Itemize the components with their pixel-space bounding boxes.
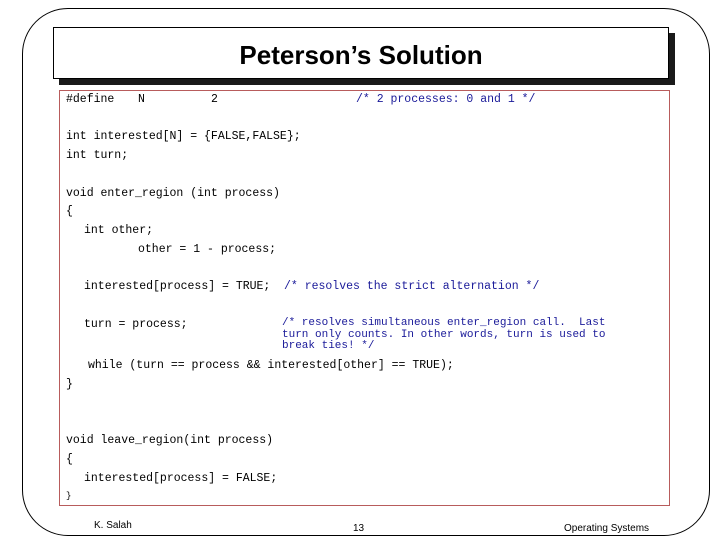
code-define-name: N xyxy=(138,93,145,106)
code-int-other: int other; xyxy=(84,224,154,237)
code-turn-comment-line-2: turn only counts. In other words, turn is used to xyxy=(282,328,606,341)
footer-course: Operating Systems xyxy=(564,523,650,534)
slide-title: Peterson’s Solution xyxy=(239,39,483,70)
title-box xyxy=(53,27,669,79)
code-close-brace-enter: } xyxy=(66,378,73,391)
code-turn-assign: turn = process; xyxy=(84,318,188,331)
code-turn-decl: int turn; xyxy=(66,149,129,162)
code-define-comment: /* 2 processes: 0 and 1 */ xyxy=(356,93,536,106)
footer-page-number: 13 xyxy=(353,523,365,534)
code-open-brace-leave: { xyxy=(66,453,73,466)
code-interested-decl: int interested[N] = {FALSE,FALSE}; xyxy=(66,130,301,143)
code-interested-true-comment: /* resolves the strict alternation */ xyxy=(284,280,540,293)
code-define-keyword: #define xyxy=(66,93,115,106)
code-other-assign: other = 1 - process; xyxy=(138,243,277,256)
code-leave-signature: void leave_region(int process) xyxy=(66,434,274,447)
code-enter-signature: void enter_region (int process) xyxy=(66,187,280,200)
code-interested-true: interested[process] = TRUE; xyxy=(84,280,271,293)
code-close-brace-leave: } xyxy=(66,491,72,501)
code-interested-false: interested[process] = FALSE; xyxy=(84,472,278,485)
code-turn-comment-line-3: break ties! */ xyxy=(282,340,375,352)
code-while-loop: while (turn == process && interested[other] == TRUE); xyxy=(88,359,454,372)
footer-author: K. Salah xyxy=(94,520,132,531)
code-open-brace-enter: { xyxy=(66,205,73,218)
code-define-value: 2 xyxy=(211,93,218,106)
code-turn-comment-line-1: /* resolves simultaneous enter_region call. Last xyxy=(282,317,606,329)
